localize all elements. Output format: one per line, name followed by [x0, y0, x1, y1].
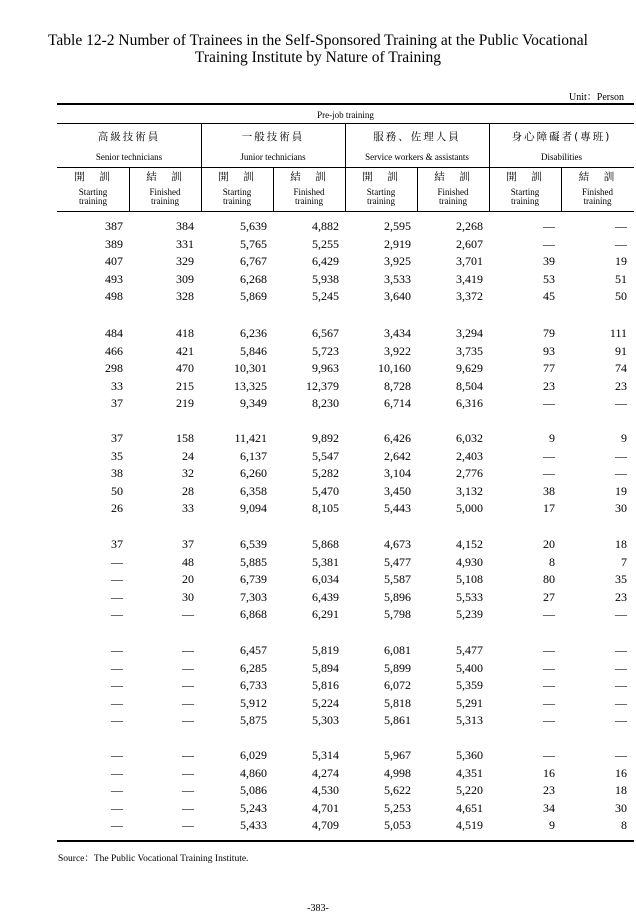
table-cell: 5,253 — [384, 800, 411, 815]
table-cell: — — [111, 660, 123, 675]
table-cell: 5,846 — [240, 343, 267, 358]
table-cell: 5,108 — [456, 572, 483, 586]
table-cell: 5,723 — [312, 343, 339, 358]
subheader-en: Starting — [78, 187, 108, 197]
table-cell: 19 — [615, 254, 627, 268]
table-cell: 77 — [543, 361, 555, 375]
table-cell: 5,243 — [240, 800, 267, 815]
table-cell: — — [111, 713, 123, 727]
table-cell: 3,450 — [384, 483, 411, 498]
title-line-1: Table 12-2 Number of Trainees in the Self-Sponsored Training at the Public Vocational — [48, 32, 588, 49]
table-cell: 18 — [615, 537, 627, 551]
table-cell: 9 — [621, 431, 627, 445]
table-cell: 470 — [176, 361, 194, 375]
table-cell: 9,349 — [240, 396, 267, 410]
table-cell: 6,034 — [312, 572, 339, 586]
table-cell: 5,245 — [312, 289, 339, 303]
table-cell: 5,433 — [240, 818, 267, 832]
table-cell: — — [182, 678, 194, 692]
source-note: Source：The Public Vocational Training Institute. — [58, 854, 249, 864]
table-cell: 5,547 — [312, 448, 339, 463]
table-cell: — — [111, 678, 123, 692]
table-cell: — — [111, 554, 123, 569]
category-en: Disabilities — [541, 152, 582, 162]
table-cell: — — [543, 643, 555, 657]
table-cell: 329 — [176, 254, 194, 268]
table-cell: 6,457 — [240, 643, 267, 657]
table-bottom-rule — [57, 840, 634, 842]
table-cell: — — [543, 396, 555, 410]
table-cell: 2,642 — [384, 448, 411, 463]
table-cell: 5,359 — [456, 678, 483, 692]
table-cell: 6,072 — [384, 678, 411, 692]
table-cell: 6,081 — [384, 643, 411, 657]
table-cell: 6,739 — [240, 572, 267, 586]
table-cell: 18 — [615, 783, 627, 797]
table-cell: — — [543, 607, 555, 621]
table-cell: — — [615, 607, 627, 621]
table-cell: 4,998 — [384, 765, 411, 780]
table-cell: 23 — [543, 783, 555, 797]
table-cell: 384 — [176, 219, 194, 233]
table-cell: 7 — [621, 554, 627, 569]
table-cell: — — [615, 695, 627, 710]
table-cell: — — [182, 695, 194, 710]
table-cell: — — [543, 219, 555, 233]
table-cell: 387 — [105, 219, 123, 233]
table-cell: 421 — [176, 343, 194, 358]
table-cell: — — [111, 695, 123, 710]
table-cell: — — [111, 800, 123, 815]
table-cell: 11,421 — [234, 431, 267, 445]
table-cell: — — [615, 678, 627, 692]
table-cell: 3,419 — [456, 271, 483, 286]
table-cell: — — [615, 236, 627, 251]
table-cell: 6,429 — [312, 254, 339, 268]
table-cell: 74 — [615, 361, 627, 375]
table-cell: 5,899 — [384, 660, 411, 675]
table-cell: 6,032 — [456, 431, 483, 445]
table-cell: 24 — [182, 448, 194, 463]
subheader-en: Finished — [581, 187, 613, 197]
table-cell: 2,268 — [456, 219, 483, 233]
table-cell: 37 — [182, 537, 194, 551]
table-cell: 4,530 — [312, 783, 339, 797]
table-cell: 4,351 — [456, 765, 483, 780]
table-cell: 6,539 — [240, 537, 267, 551]
table-cell: — — [543, 713, 555, 727]
subheader-en: training — [439, 196, 467, 206]
table-title — [0, 32, 636, 66]
table-cell: 2,776 — [456, 466, 483, 480]
table-cell: 4,651 — [456, 800, 483, 815]
table-cell: 9 — [549, 431, 555, 445]
table-cell: 38 — [111, 466, 123, 480]
table-cell: 5,291 — [456, 695, 483, 710]
page-number: -383- — [307, 903, 329, 914]
table-cell: 80 — [543, 572, 555, 586]
table-cell: 5,875 — [240, 713, 267, 727]
table-cell: 5,313 — [456, 713, 483, 727]
table-cell: 50 — [111, 483, 123, 498]
table-cell: — — [543, 448, 555, 463]
table-cell: 32 — [182, 466, 194, 480]
table-cell: 8,728 — [384, 378, 411, 393]
category-en: Junior technicians — [240, 152, 306, 162]
table-cell: 33 — [182, 501, 194, 515]
table-cell: 484 — [105, 326, 123, 340]
table-cell: — — [543, 236, 555, 251]
table-cell: 5,639 — [240, 219, 267, 233]
table-cell: 33 — [111, 378, 123, 393]
table-cell: 4,930 — [456, 554, 483, 569]
table-cell: — — [182, 607, 194, 621]
table-cell: — — [182, 800, 194, 815]
table-cell: — — [543, 466, 555, 480]
table-cell: 5,360 — [456, 748, 483, 762]
table-cell: 3,372 — [456, 289, 483, 303]
table-cell: 13,325 — [234, 378, 267, 393]
table-cell: 34 — [543, 800, 555, 815]
table-cell: 16 — [615, 765, 627, 780]
table-cell: 6,439 — [312, 589, 339, 604]
table-cell: 5,819 — [312, 643, 339, 657]
table-cell: 6,767 — [240, 254, 267, 268]
table-cell: — — [111, 765, 123, 780]
table-cell: — — [543, 695, 555, 710]
table-cell: 5,400 — [456, 660, 483, 675]
table-cell: 3,533 — [384, 271, 411, 286]
table-cell: 5,622 — [384, 783, 411, 797]
table-cell: 5,967 — [384, 748, 411, 762]
table-cell: — — [615, 466, 627, 480]
table-cell: — — [182, 818, 194, 832]
table-cell: 4,709 — [312, 818, 339, 832]
table-cell: 79 — [543, 326, 555, 340]
category-zh: 高級技術員 — [97, 131, 161, 143]
table-cell: 5,533 — [456, 589, 483, 604]
table-cell: 5,443 — [384, 501, 411, 515]
table-cell: 328 — [176, 289, 194, 303]
table-cell: 45 — [543, 289, 555, 303]
table-cell: 16 — [543, 765, 555, 780]
table-cell: 4,882 — [312, 219, 339, 233]
table-cell: — — [615, 713, 627, 727]
table-cell: 20 — [182, 572, 194, 586]
table-cell: 3,132 — [456, 483, 483, 498]
table-cell: 6,567 — [312, 326, 339, 340]
table-cell: 298 — [105, 361, 123, 375]
table-cell: 3,294 — [456, 326, 483, 340]
table-cell: 5,587 — [384, 572, 411, 586]
table-cell: — — [111, 607, 123, 621]
table-cell: 5,282 — [312, 466, 339, 480]
category-zh: 一般技術員 — [241, 131, 305, 143]
subheader-en: training — [223, 196, 251, 206]
table-cell: 3,925 — [384, 254, 411, 268]
table-cell: 309 — [176, 271, 194, 286]
table-cell: — — [182, 765, 194, 780]
table-cell: 5,816 — [312, 678, 339, 692]
table-cell: 389 — [105, 236, 123, 251]
table-cell: 30 — [615, 800, 627, 815]
table-cell: 7,303 — [240, 589, 267, 604]
table-cell: 23 — [543, 378, 555, 393]
table-cell: 4,673 — [384, 537, 411, 551]
table-cell: 5,224 — [312, 695, 339, 710]
subheader-zh: 結 訓 — [146, 171, 184, 183]
table-cell: 3,104 — [384, 466, 411, 480]
subheader-en: training — [295, 196, 323, 206]
subheader-en: training — [79, 196, 107, 206]
table-cell: 35 — [111, 448, 123, 463]
table-cell: 5,894 — [312, 660, 339, 675]
table-cell: 5,912 — [240, 695, 267, 710]
subheader-en: Starting — [222, 187, 252, 197]
table-cell: 4,860 — [240, 765, 267, 780]
table-cell: 331 — [176, 236, 194, 251]
unit-label: Unit：Person — [569, 92, 624, 103]
table-cell: 2,607 — [456, 236, 483, 251]
table-cell: — — [111, 748, 123, 762]
table-cell: — — [182, 643, 194, 657]
subheader-zh: 結 訓 — [434, 171, 472, 183]
subheader-zh: 開 訓 — [218, 171, 256, 183]
table-cell: — — [182, 783, 194, 797]
table-cell: 39 — [543, 254, 555, 268]
table-cell: 5,314 — [312, 748, 339, 762]
table-cell: 5,381 — [312, 554, 339, 569]
table-cell: 6,714 — [384, 396, 411, 410]
table-cell: 6,868 — [240, 607, 267, 621]
table-cell: 5,000 — [456, 501, 483, 515]
table-cell: 50 — [615, 289, 627, 303]
table-cell: 51 — [615, 271, 627, 286]
table-cell: 493 — [105, 271, 123, 286]
table-cell: 91 — [615, 343, 627, 358]
table-cell: 8 — [549, 554, 555, 569]
table-cell: — — [543, 660, 555, 675]
table-cell: 28 — [182, 483, 194, 498]
table-cell: 6,029 — [240, 748, 267, 762]
table-cell: 17 — [543, 501, 555, 515]
table-cell: 10,301 — [234, 361, 267, 375]
category-zh: 服務、佐理人員 — [373, 131, 461, 143]
header-bottom-rule — [57, 211, 634, 212]
table-cell: — — [615, 643, 627, 657]
table-cell: 5,861 — [384, 713, 411, 727]
table-cell: — — [615, 660, 627, 675]
table-cell: 6,137 — [240, 448, 267, 463]
table-cell: 5,470 — [312, 483, 339, 498]
subheader-en: Finished — [437, 187, 469, 197]
table-cell: 9,892 — [312, 431, 339, 445]
table-cell: 3,735 — [456, 343, 483, 358]
table-cell: 5,086 — [240, 783, 267, 797]
category-en: Senior technicians — [95, 152, 163, 162]
table-cell: 23 — [615, 378, 627, 393]
table-cell: 8,105 — [312, 501, 339, 515]
table-cell: 407 — [105, 254, 123, 268]
table-cell: 5,765 — [240, 236, 267, 251]
table-cell: — — [182, 713, 194, 727]
table-cell: 5,938 — [312, 271, 339, 286]
table-cell: — — [543, 748, 555, 762]
table-cell: 30 — [182, 589, 194, 604]
table-cell: 4,701 — [312, 800, 339, 815]
table-cell: 6,260 — [240, 466, 267, 480]
table-cell: 35 — [615, 572, 627, 586]
subheader-en: Finished — [293, 187, 325, 197]
table-cell: — — [615, 396, 627, 410]
subheader-en: training — [151, 196, 179, 206]
table-cell: 8,230 — [312, 396, 339, 410]
table-cell: — — [615, 748, 627, 762]
subheader-en: Starting — [510, 187, 540, 197]
table-cell: 6,316 — [456, 396, 483, 410]
table-cell: 3,640 — [384, 289, 411, 303]
table-cell: 38 — [543, 483, 555, 498]
table-cell: 4,274 — [312, 765, 339, 780]
table-cell: 418 — [176, 326, 194, 340]
table-top-rule — [57, 103, 634, 105]
table-cell: 5,255 — [312, 236, 339, 251]
table-cell: 215 — [176, 378, 194, 393]
table-cell: 6,285 — [240, 660, 267, 675]
table-cell: 8 — [621, 818, 627, 832]
table-cell: — — [615, 219, 627, 233]
table-cell: 5,303 — [312, 713, 339, 727]
table-cell: 20 — [543, 537, 555, 551]
table-cell: 6,426 — [384, 431, 411, 445]
table-cell: 2,919 — [384, 236, 411, 251]
table-cell: 5,868 — [312, 537, 339, 551]
title-line-2: Training Institute by Nature of Training — [194, 49, 442, 66]
table-cell: 6,236 — [240, 326, 267, 340]
table-cell: 37 — [111, 396, 123, 410]
table-cell: 53 — [543, 271, 555, 286]
table-cell: 5,477 — [456, 643, 483, 657]
table-cell: 158 — [176, 431, 194, 445]
subheader-zh: 結 訓 — [578, 171, 617, 183]
table-cell: 9,963 — [312, 361, 339, 375]
table-cell: 498 — [105, 289, 123, 303]
table-cell: 23 — [615, 589, 627, 604]
table-cell: — — [111, 783, 123, 797]
table-cell: 30 — [615, 501, 627, 515]
table-cell: 3,434 — [384, 326, 411, 340]
table-cell: 9,629 — [456, 361, 483, 375]
table-cell: — — [615, 448, 627, 463]
table-cell: 5,869 — [240, 289, 267, 303]
table-cell: 4,519 — [456, 818, 483, 832]
table-cell: 5,053 — [384, 818, 411, 832]
table-cell: 9,094 — [240, 501, 267, 515]
table-cell: 12,379 — [306, 378, 339, 393]
table-cell: — — [111, 572, 123, 586]
table-cell: 2,595 — [384, 219, 411, 233]
table-cell: 6,268 — [240, 271, 267, 286]
table-cell: — — [543, 678, 555, 692]
table-cell: 6,358 — [240, 483, 267, 498]
table-cell: — — [111, 643, 123, 657]
table-cell: 5,798 — [384, 607, 411, 621]
table-cell: — — [182, 748, 194, 762]
table-cell: 37 — [111, 537, 123, 551]
table-cell: 3,701 — [456, 254, 483, 268]
table-cell: 19 — [615, 483, 627, 498]
table-cell: 5,818 — [384, 695, 411, 710]
table-cell: 26 — [111, 501, 123, 515]
table-cell: 6,733 — [240, 678, 267, 692]
table-cell: 8,504 — [456, 378, 483, 393]
table-cell: 5,885 — [240, 554, 267, 569]
table-cell: 3,922 — [384, 343, 411, 358]
group-header: Pre-job training — [317, 110, 374, 120]
subheader-en: training — [583, 196, 612, 206]
table-cell: — — [111, 589, 123, 604]
table-cell: 9 — [549, 818, 555, 832]
table-cell: 27 — [543, 589, 555, 604]
subheader-zh: 開 訓 — [506, 171, 544, 183]
table-cell: 6,291 — [312, 607, 339, 621]
table-cell: 4,152 — [456, 537, 483, 551]
table-cell: 466 — [105, 343, 123, 358]
subheader-en: Starting — [366, 187, 396, 197]
subheader-zh: 結 訓 — [290, 171, 328, 183]
table-cell: — — [182, 660, 194, 675]
subheader-en: Finished — [149, 187, 181, 197]
table-cell: — — [111, 818, 123, 832]
subheader-zh: 開 訓 — [74, 171, 112, 183]
table-cell: 111 — [609, 326, 627, 340]
table-cell: 37 — [111, 431, 123, 445]
table-cell: 5,220 — [456, 783, 483, 797]
table-cell: 5,477 — [384, 554, 411, 569]
subheader-en: training — [511, 196, 539, 206]
table-cell: 48 — [182, 554, 194, 569]
table-cell: 219 — [176, 396, 194, 410]
table-cell: 5,896 — [384, 589, 411, 604]
category-zh: 身心障礙者(專班) — [511, 131, 612, 143]
table-cell: 93 — [543, 343, 555, 358]
table-cell: 5,239 — [456, 607, 483, 621]
subheader-en: training — [367, 196, 395, 206]
table-cell: 2,403 — [456, 448, 483, 463]
table-cell: 10,160 — [378, 361, 411, 375]
category-en: Service workers & assistants — [365, 152, 469, 162]
subheader-zh: 開 訓 — [362, 171, 400, 183]
